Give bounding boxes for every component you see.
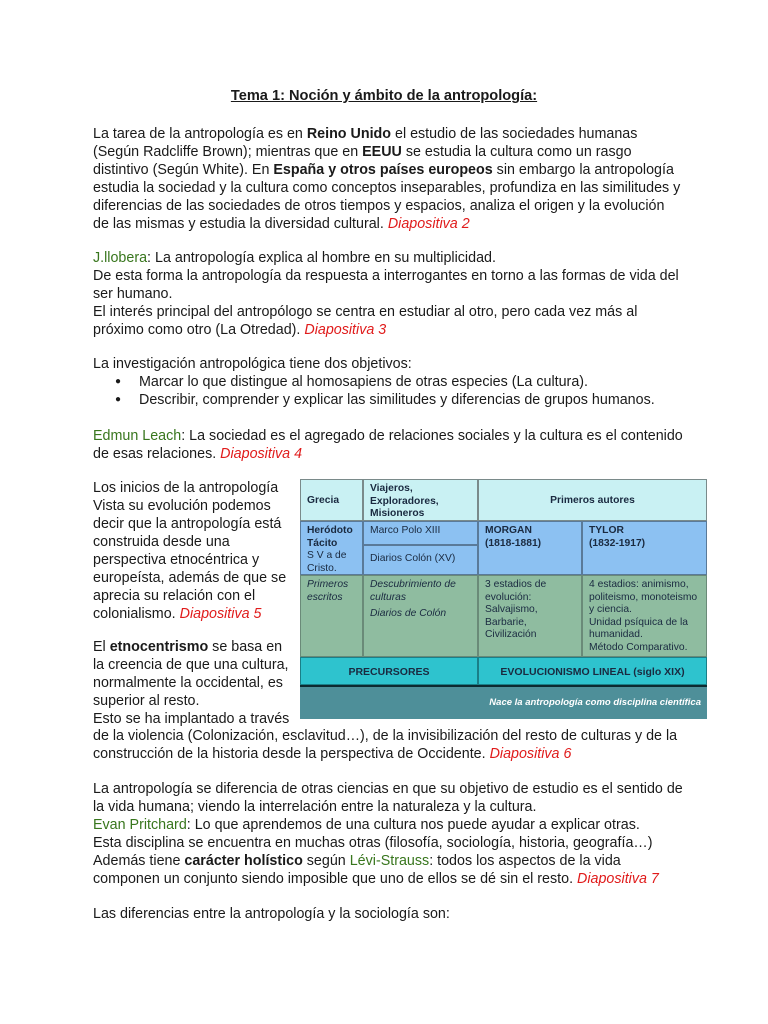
- text-line: la creencia de que una cultura,: [93, 657, 289, 673]
- paragraph-ethnocentrism: [93, 638, 293, 728]
- figure-footer: [300, 685, 707, 719]
- cell-diarios-colon: Diarios Colón (XV): [363, 545, 478, 575]
- paragraph-leach: [93, 427, 683, 463]
- slide-reference: Diapositiva 2: [387, 216, 470, 232]
- cell-estadios-tylor: 4 estadios: animismo, politeismo, monoteismo y ciencia. Unidad psíquica de la humanidad. Método Comparativo.: [582, 575, 707, 657]
- cell-morgan: MORGAN (1818-1881): [478, 521, 582, 575]
- page-title: Tema 1: Noción y ámbito de la antropología:: [230, 88, 538, 104]
- list-item: ● Marcar lo que distingue al homosapiens de otras especies (La cultura).: [93, 373, 683, 391]
- footer-caption: Nace la antropología como disciplina científica: [489, 697, 701, 708]
- text-line: decir que la antropología está: [93, 516, 282, 532]
- paragraph-text: [93, 852, 683, 888]
- paragraph-llobera: [93, 249, 683, 339]
- cell-marco-polo: Marco Polo XIII: [363, 521, 478, 545]
- paragraph-text: [93, 249, 683, 267]
- text-line: superior al resto.: [93, 693, 200, 709]
- header-grecia: Grecia: [300, 479, 363, 521]
- list-item: ● Describir, comprender y explicar las similitudes y diferencias de grupos humanos.: [93, 391, 683, 409]
- text-run: se estudia la cultura como un rasgo distintivo (Según White). En: [93, 144, 632, 178]
- author-name: Lévi-Strauss: [349, 853, 430, 869]
- text-run: construcción de la historia desde la perspectiva de Occidente.: [93, 746, 490, 762]
- slide-reference: Diapositiva 6: [489, 746, 572, 762]
- bold-term: carácter holístico: [184, 853, 303, 869]
- text-run: El: [93, 639, 110, 655]
- text-line: [93, 638, 293, 656]
- text-line: de la violencia (Colonización, esclavitud…), de la invisibilización del resto de culturas y de la: [93, 728, 678, 744]
- diarios-colon-label: Diarios de Colón: [370, 608, 447, 619]
- paragraph-text: La antropología se diferencia de otras ciencias en que su objetivo de estudio es el sentido de la vida humana; viendo la interrelación entre la naturaleza y la cultura.: [93, 781, 683, 815]
- cell-descubrimiento: [363, 575, 478, 657]
- author-name: Edmun Leach: [93, 428, 182, 444]
- text-run: : La sociedad es el agregado de relaciones sociales y la cultura es el contenido de esas relaciones.: [93, 428, 683, 462]
- text-run: : La antropología explica al hombre en su multiplicidad.: [147, 250, 496, 266]
- paragraph-text: Esta disciplina se encuentra en muchas otras (filosofía, sociología, historia, geografía…): [93, 835, 653, 851]
- author-name: Evan Pritchard: [93, 817, 187, 833]
- paragraph-text: [93, 427, 683, 463]
- cell-herodoto: [300, 521, 363, 575]
- text-run: sin embargo la antropología estudia la sociedad y la cultura como conceptos inseparables, profundiza en las similitudes y diferencias de las sociedades de otros tiempos y espacios, analiza el origen y la evolución de las mismas y estudia la diversidad cultural.: [93, 162, 681, 232]
- slide-reference: Diapositiva 5: [179, 606, 262, 622]
- slide-reference: Diapositiva 4: [220, 446, 303, 462]
- herodoto-label: Heródoto Tácito: [307, 525, 353, 549]
- paragraph-text: La investigación antropológica tiene dos objetivos:: [93, 356, 412, 372]
- author-name: J.llobera: [93, 250, 148, 266]
- paragraph-text: Las diferencias entre la antropología y la sociología son:: [93, 906, 450, 922]
- text-run: : todos los aspectos de la vida componen un conjunto siendo imposible que uno de ellos se dé sin el resto.: [93, 853, 621, 887]
- paragraph-differences: [93, 905, 683, 923]
- cell-estadios-morgan: 3 estadios de evolución: Salvajismo, Barbarie, Civilización: [478, 575, 582, 657]
- text-run: Además tiene: [93, 853, 185, 869]
- paragraph-text: [93, 125, 683, 233]
- header-primeros-autores: Primeros autores: [478, 479, 707, 521]
- text-run: colonialismo.: [93, 606, 180, 622]
- cell-primeros-escritos: Primeros escritos: [300, 575, 363, 657]
- text-line: construida desde una: [93, 534, 230, 550]
- bold-term: Reino Unido: [306, 126, 392, 142]
- text-run: según: [302, 853, 350, 869]
- label-evolucionismo: EVOLUCIONISMO LINEAL (siglo XIX): [478, 657, 707, 685]
- text-run: se basa en: [208, 639, 283, 655]
- text-line: Los inicios de la antropología: [93, 480, 279, 496]
- slide-reference: Diapositiva 3: [304, 322, 387, 338]
- text-run: El interés principal del antropólogo se centra en estudiar al otro, pero cada vez más al próximo como otro (La Otredad).: [93, 304, 638, 338]
- text-line: europeísta, además de que se: [93, 570, 287, 586]
- header-viajeros: Viajeros, Exploradores, Misioneros: [363, 479, 478, 521]
- paragraph-objectives: [93, 355, 683, 409]
- descubrimiento-label: Descubrimiento de culturas: [370, 579, 456, 603]
- text-line: aprecia su relación con el: [93, 588, 256, 604]
- text-line: Vista su evolución podemos: [93, 498, 271, 514]
- text-run: el estudio de las sociedades humanas (Según Radcliffe Brown); mientras que en: [93, 126, 638, 160]
- paragraph-intro: [93, 125, 683, 233]
- text-line: Esto se ha implantado a través: [93, 711, 290, 727]
- bold-term: etnocentrismo: [109, 639, 209, 655]
- text-line: [93, 745, 693, 763]
- paragraph-text: De esta forma la antropología da respuesta a interrogantes en torno a las formas de vida del ser humano.: [93, 268, 679, 302]
- paragraph-text: [93, 303, 683, 339]
- paragraph-ethnocentrism-cont: [93, 727, 693, 763]
- label-precursores: PRECURSORES: [300, 657, 478, 685]
- paragraph-holistic: [93, 780, 683, 888]
- bullet-list: [93, 373, 683, 409]
- text-run: La tarea de la antropología es en: [93, 126, 307, 142]
- cell-tylor: TYLOR (1832-1917): [582, 521, 707, 575]
- bold-term: España y otros países europeos: [273, 162, 493, 178]
- paragraph-origins: [93, 479, 293, 623]
- paragraph-text: [93, 816, 683, 834]
- text-line: normalmente la occidental, es: [93, 675, 283, 691]
- herodoto-date: S V a de Cristo.: [307, 550, 347, 574]
- bold-term: EEUU: [362, 144, 402, 160]
- text-line: [93, 605, 293, 623]
- slide-reference: Diapositiva 7: [577, 871, 659, 887]
- text-line: perspectiva etnocéntrica y: [93, 552, 260, 568]
- history-figure: [300, 479, 707, 717]
- text-run: : Lo que aprendemos de una cultura nos puede ayudar a explicar otras.: [186, 817, 640, 833]
